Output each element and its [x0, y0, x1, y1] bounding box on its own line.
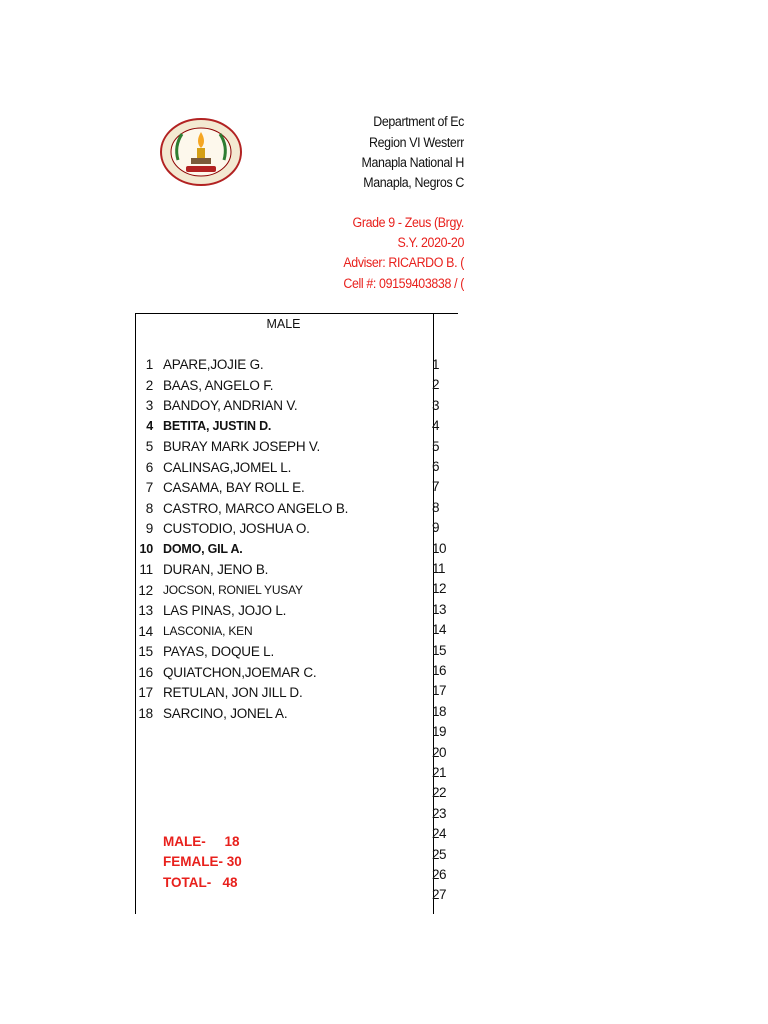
student-number: 17 [138, 685, 153, 700]
student-name: LASCONIA, KEN [163, 623, 253, 638]
summary-female: FEMALE- 30 [163, 854, 242, 869]
student-number: 6 [145, 459, 153, 475]
student-name: LAS PINAS, JOJO L. [163, 603, 287, 618]
student-number: 1 [145, 357, 153, 372]
student-number: 7 [145, 480, 153, 495]
student-name: CASTRO, MARCO ANGELO B. [163, 500, 349, 516]
student-number: 5 [145, 439, 153, 454]
student-name: BURAY MARK JOSEPH V. [163, 439, 321, 454]
female-row-number: 12 [432, 581, 447, 597]
female-row-number: 19 [432, 724, 447, 740]
header-school: Manapla National H [361, 155, 464, 170]
student-number: 11 [139, 562, 153, 577]
student-name: CASAMA, BAY ROLL E. [163, 480, 305, 495]
student-name: JOCSON, RONIEL YUSAY [163, 582, 303, 597]
student-number: 15 [138, 644, 153, 659]
female-row-number: 1 [432, 357, 440, 372]
student-number: 4 [146, 418, 153, 433]
female-row-number: 20 [432, 744, 447, 760]
student-name: BANDOY, ANDRIAN V. [163, 398, 298, 413]
female-row-number: 9 [432, 520, 440, 536]
female-row-number: 5 [432, 438, 440, 454]
summary-total: TOTAL- 48 [163, 875, 238, 890]
student-name: CALINSAG,JOMEL L. [163, 459, 292, 475]
student-number: 13 [138, 603, 153, 618]
female-row-number: 13 [432, 601, 447, 617]
student-name: QUIATCHON,JOEMAR C. [163, 664, 317, 680]
female-row-number: 23 [432, 805, 447, 821]
header-address: Manapla, Negros C [363, 175, 464, 190]
female-row-number: 21 [432, 765, 447, 780]
student-number: 2 [145, 377, 153, 393]
student-name: BAAS, ANGELO F. [163, 377, 274, 393]
female-row-number: 18 [432, 703, 447, 719]
header-department: Department of Ec [373, 114, 464, 129]
female-row-number: 6 [432, 459, 440, 474]
female-row-number: 15 [432, 642, 447, 658]
male-column-title: MALE [266, 317, 301, 331]
school-logo [160, 118, 242, 186]
female-row-number: 8 [432, 499, 440, 515]
female-row-number: 25 [432, 846, 447, 862]
student-number: 9 [145, 521, 153, 536]
female-row-number: 27 [432, 887, 447, 903]
student-number: 18 [138, 705, 153, 721]
header-grade-section: Grade 9 - Zeus (Brgy. [352, 215, 464, 230]
student-name: DURAN, JENO B. [163, 562, 269, 577]
female-row-number: 26 [432, 867, 447, 882]
student-number: 12 [138, 582, 153, 598]
female-row-number: 16 [432, 663, 447, 678]
female-column-top-border [432, 313, 458, 314]
header-school-year: S.Y. 2020-20 [397, 235, 464, 250]
female-row-number: 17 [432, 683, 447, 699]
student-name: DOMO, GIL A. [163, 541, 243, 556]
female-row-number: 3 [432, 397, 440, 413]
student-number: 8 [145, 500, 153, 516]
student-number: 14 [138, 623, 153, 639]
student-number: 16 [138, 664, 153, 680]
header-cell-number: Cell #: 09159403838 / ( [343, 276, 464, 291]
student-number: 3 [145, 398, 153, 413]
header-block [250, 100, 464, 300]
header-region: Region VI Westerr [369, 135, 464, 150]
female-row-number: 2 [432, 377, 440, 393]
female-row-number: 14 [432, 622, 447, 638]
student-name: RETULAN, JON JILL D. [163, 685, 303, 700]
summary-male: MALE- 18 [163, 834, 240, 849]
female-row-number: 11 [432, 561, 446, 576]
student-name: SARCINO, JONEL A. [163, 705, 288, 721]
female-row-number: 4 [432, 418, 440, 434]
student-name: PAYAS, DOQUE L. [163, 644, 275, 659]
female-row-number: 24 [432, 826, 447, 842]
student-name: CUSTODIO, JOSHUA O. [163, 521, 310, 536]
female-row-number: 22 [432, 785, 447, 801]
student-name: BETITA, JUSTIN D. [163, 418, 272, 433]
header-adviser: Adviser: RICARDO B. ( [343, 255, 464, 270]
student-number: 10 [139, 541, 153, 556]
female-row-number: 10 [432, 540, 447, 556]
student-name: APARE,JOJIE G. [163, 357, 264, 372]
female-row-number: 7 [432, 479, 440, 495]
